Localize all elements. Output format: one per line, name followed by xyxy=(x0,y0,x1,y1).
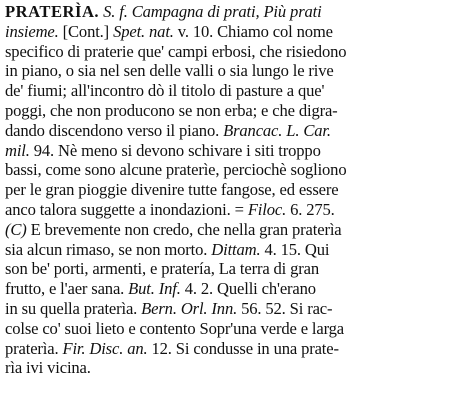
body-text: [Cont.] xyxy=(58,21,114,41)
dictionary-entry xyxy=(5,2,467,378)
body-text: colse co' suoi lieto e contento Sopr'una verde e larga xyxy=(5,318,345,338)
italic-text: Filoc. xyxy=(247,199,287,219)
entry-line xyxy=(5,61,467,81)
entry-line xyxy=(5,220,467,240)
entry-line xyxy=(5,299,467,319)
entry-line xyxy=(5,279,467,299)
italic-text: mil. xyxy=(5,140,30,160)
body-text: 4. 15. Qui xyxy=(260,239,330,259)
entry-line xyxy=(5,160,467,180)
entry-line xyxy=(5,22,467,42)
body-text: de' fiumi; all'incontro dò il titolo di pasture a que' xyxy=(5,81,325,101)
italic-text: Dittam. xyxy=(211,239,261,259)
italic-text: Bern. Orl. Inn. xyxy=(141,298,238,318)
body-text: 56. 52. Si rac- xyxy=(237,298,333,318)
body-text: specifico di praterie que' campi erbosi, che risiedono xyxy=(5,41,347,61)
italic-text: Fir. Disc. an. xyxy=(62,338,148,358)
entry-line xyxy=(5,180,467,200)
body-text: v. 10. Chiamo col nome xyxy=(173,21,333,41)
body-text: son be' porti, armenti, e pratería, La terra di gran xyxy=(5,259,320,279)
entry-line xyxy=(5,121,467,141)
body-text: poggi, che non producono se non erba; e che digra- xyxy=(5,100,338,120)
body-text: bassi, come sono alcune praterìe, perciochè sogliono xyxy=(5,160,347,180)
entry-line xyxy=(5,141,467,161)
body-text: 6. 275. xyxy=(286,199,335,219)
body-text: dando discendono verso il piano. xyxy=(5,120,224,140)
entry-line xyxy=(5,240,467,260)
italic-text: Brancac. L. Car. xyxy=(223,120,331,140)
body-text: anco talora suggette a inondazioni. = xyxy=(5,199,248,219)
italic-text: But. Inf. xyxy=(128,279,181,299)
italic-text: (C) xyxy=(5,219,27,239)
entry-line xyxy=(5,358,467,378)
body-text: per le gran pioggie divenire tutte fangose, ed essere xyxy=(5,180,339,200)
body-text: praterìa. xyxy=(5,338,63,358)
entry-line xyxy=(5,42,467,62)
body-text: sia alcun rimaso, se non morto. xyxy=(5,239,212,259)
entry-line xyxy=(5,101,467,121)
entry-line xyxy=(5,339,467,359)
italic-text: insieme. xyxy=(5,21,59,41)
body-text: 4. 2. Quelli ch'erano xyxy=(180,279,316,299)
body-text: in piano, o sia nel sen delle valli o sia lungo le rive xyxy=(5,61,334,81)
entry-line xyxy=(5,200,467,220)
body-text: E brevemente non credo, che nella gran praterìa xyxy=(26,219,342,239)
body-text: in su quella praterìa. xyxy=(5,298,142,318)
body-text: 12. Si condusse in una prate- xyxy=(147,338,339,358)
italic-text: Spet. nat. xyxy=(113,21,174,41)
entry-line xyxy=(5,81,467,101)
body-text: rìa ivi vicina. xyxy=(5,358,91,378)
headword: PRATERÌA. xyxy=(5,2,100,21)
entry-line xyxy=(5,2,467,22)
italic-text: S. f. Campagna di prati, Più prati xyxy=(103,2,322,21)
entry-line xyxy=(5,319,467,339)
body-text: frutto, e l'aer sana. xyxy=(5,279,129,299)
body-text: 94. Nè meno si devono schivare i siti troppo xyxy=(29,140,321,160)
entry-line xyxy=(5,259,467,279)
